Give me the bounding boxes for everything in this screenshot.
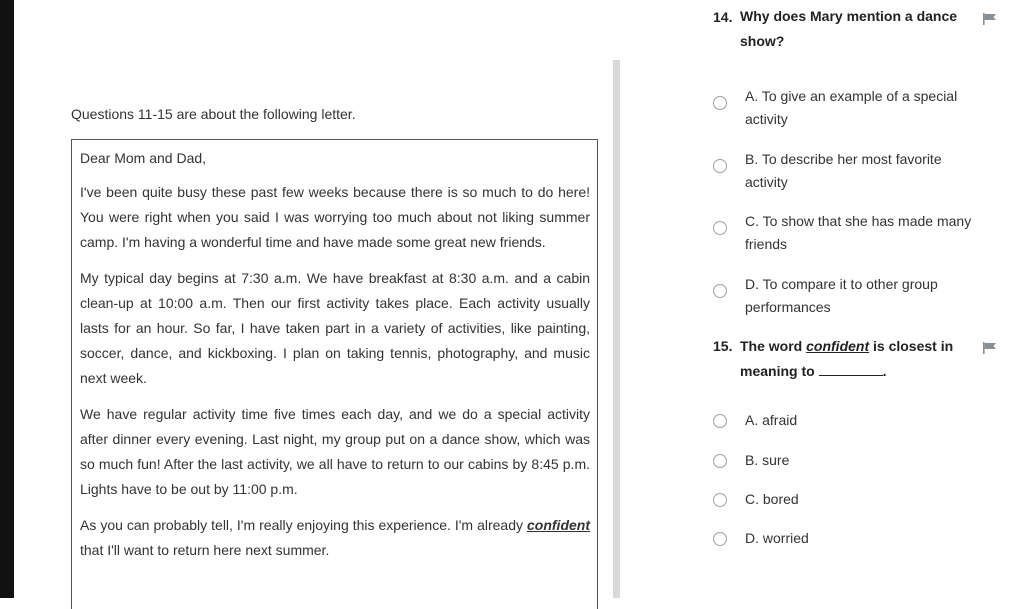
letter-paragraph-1: I've been quite busy these past few weeks because there is so much to do here! You were right when you said I was worrying too much about not liking summer camp. I'm having a wonderful time and have made some great new friends. (80, 184, 590, 250)
letter-paragraph-4-end: that I'll want to return here next summer. (80, 542, 330, 558)
radio-button[interactable] (713, 221, 727, 235)
passage-intro: Questions 11-15 are about the following letter. (71, 106, 356, 122)
option-label: D. worried (745, 530, 809, 546)
option-label: C. To show that she has made many friends (745, 213, 972, 252)
radio-button[interactable] (713, 96, 727, 110)
question-15-text-middle: is closest in meaning to (740, 338, 954, 379)
question-15-number: 15. (713, 338, 733, 354)
keyword-confident: confident (806, 338, 870, 354)
question-14-text: Why does Mary mention a dance show? (740, 8, 958, 49)
q15-option-c[interactable] (713, 488, 995, 511)
radio-button[interactable] (713, 532, 727, 546)
radio-button[interactable] (713, 284, 727, 298)
radio-button[interactable] (713, 493, 727, 507)
letter-passage (71, 139, 598, 609)
question-14-number: 14. (713, 9, 733, 25)
question-15-text (740, 334, 975, 384)
q15-option-b[interactable] (713, 449, 995, 472)
question-15-text-end: . (882, 363, 887, 379)
flag-icon[interactable] (983, 13, 997, 25)
window-edge (0, 0, 14, 598)
option-label: A. afraid (745, 412, 798, 428)
q14-option-b[interactable] (713, 148, 975, 194)
answer-blank (819, 363, 883, 376)
letter-paragraph-2: My typical day begins at 7:30 a.m. We have breakfast at 8:30 a.m. and a cabin clean-up at 10:00 a.m. Then our first activity takes place. Each activity usually lasts for an hour. So far, I have taken part in a variety of activities, like painting, soccer, dance, and kickboxing. I plan on taking tennis, photography, and music next week. (80, 270, 590, 386)
q15-option-a[interactable] (713, 409, 995, 432)
keyword-confident: confident (527, 517, 590, 533)
letter-paragraph-4 (80, 513, 590, 563)
q14-option-c[interactable] (713, 210, 1000, 256)
question-15-text-start: The word (740, 338, 803, 354)
option-label: A. To give an example of a special activity (745, 88, 958, 127)
radio-button[interactable] (713, 414, 727, 428)
option-label: D. To compare it to other group performances (745, 276, 938, 315)
panel-divider[interactable] (613, 60, 620, 598)
radio-button[interactable] (713, 454, 727, 468)
letter-greeting: Dear Mom and Dad, (80, 150, 207, 166)
option-label: B. sure (745, 452, 790, 468)
radio-button[interactable] (713, 159, 727, 173)
option-label: C. bored (745, 491, 799, 507)
q15-option-d[interactable] (713, 527, 995, 550)
option-label: B. To describe her most favorite activity (745, 151, 942, 190)
letter-paragraph-3: We have regular activity time five times each day, and we do a special activity after dinner every evening. Last night, my group put on a dance show, which was so much fun! After the last activity, we all have to return to our cabins by 8:45 p.m. Lights have to be out by 11:00 p.m. (80, 406, 590, 497)
flag-icon[interactable] (983, 342, 997, 354)
letter-paragraph-4-start: As you can probably tell, I'm really enjoying this experience. I'm already (80, 517, 523, 533)
q14-option-a[interactable] (713, 85, 985, 131)
q14-option-d[interactable] (713, 273, 975, 319)
